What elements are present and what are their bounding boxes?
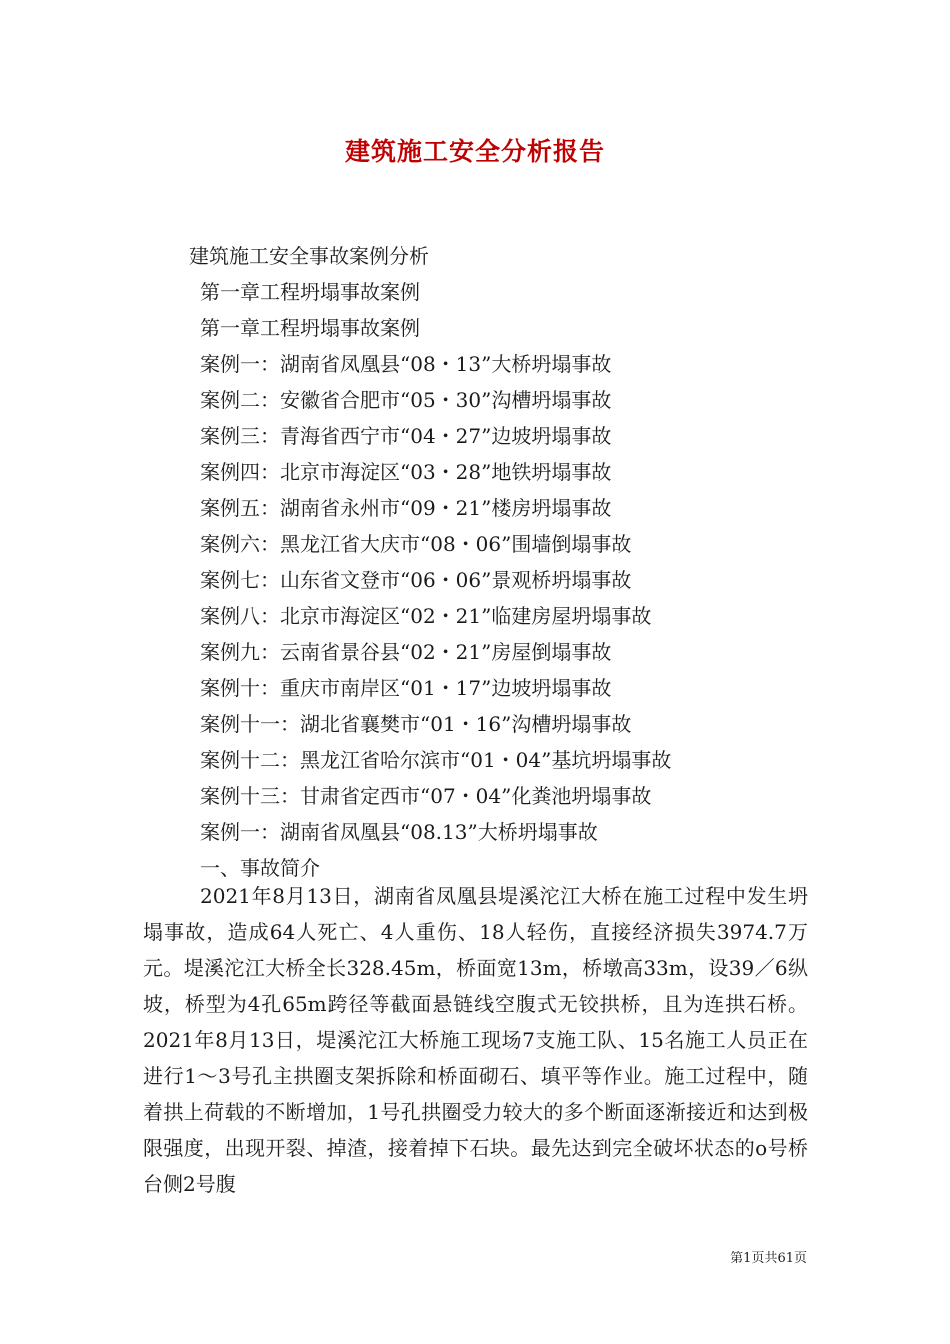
toc-item: 案例四：北京市海淀区“03・28”地铁坍塌事故: [200, 460, 612, 484]
toc-item: 案例十二：黑龙江省哈尔滨市“01・04”基坑坍塌事故: [200, 748, 672, 772]
toc-item: 案例一：湖南省凤凰县“08・13”大桥坍塌事故: [200, 352, 612, 376]
page-footer: 第1页共61页: [730, 1251, 807, 1266]
toc-item: 案例八：北京市海淀区“02・21”临建房屋坍塌事故: [200, 604, 652, 628]
toc-item: 案例七：山东省文登市“06・06”景观桥坍塌事故: [200, 568, 632, 592]
toc-item: 案例二：安徽省合肥市“05・30”沟槽坍塌事故: [200, 388, 612, 412]
toc-heading: 建筑施工安全事故案例分析: [189, 244, 429, 268]
document-title: 建筑施工安全分析报告: [344, 137, 605, 166]
toc-item: 案例十一：湖北省襄樊市“01・16”沟槽坍塌事故: [200, 712, 632, 736]
toc-item: 案例五：湖南省永州市“09・21”楼房坍塌事故: [200, 496, 612, 520]
toc-item: 第一章工程坍塌事故案例: [200, 280, 420, 304]
toc-item: 案例十三：甘肃省定西市“07・04”化粪池坍塌事故: [200, 784, 652, 808]
section-case-title: 案例一：湖南省凤凰县“08.13”大桥坍塌事故: [200, 820, 598, 844]
body-paragraph: 2021年8月13日，湖南省凤凰县堤溪沱江大桥在施工过程中发生坍塌事故，造成64人死亡、4人重伤、18人轻伤，直接经济损失3974.7万元。堤溪沱江大桥全长328.45m，桥面宽13m，桥墩高33m，设39／6纵坡，桥型为4孔65m跨径等截面悬链线空腹式无铰拱桥，且为连拱石桥。2021年8月13日，堤溪沱江大桥施工现场7支施工队、15名施工人员正在进行1～3号孔主拱圈支架拆除和桥面砌石、填平等作业。施工过程中，随着拱上荷载的不断增加，1号孔拱圈受力较大的多个断面逐渐接近和达到极限强度，出现开裂、掉渣，接着掉下石块。最先达到完全破坏状态的o号桥台侧2号腹: [143, 884, 808, 1196]
toc-item: 案例九：云南省景谷县“02・21”房屋倒塌事故: [200, 640, 612, 664]
toc-item: 案例六：黑龙江省大庆市“08・06”围墙倒塌事故: [200, 532, 632, 556]
section-heading: 一、事故简介: [200, 856, 320, 880]
toc-item: 第一章工程坍塌事故案例: [200, 316, 420, 340]
toc-item: 案例三：青海省西宁市“04・27”边坡坍塌事故: [200, 424, 612, 448]
toc-item: 案例十：重庆市南岸区“01・17”边坡坍塌事故: [200, 676, 612, 700]
